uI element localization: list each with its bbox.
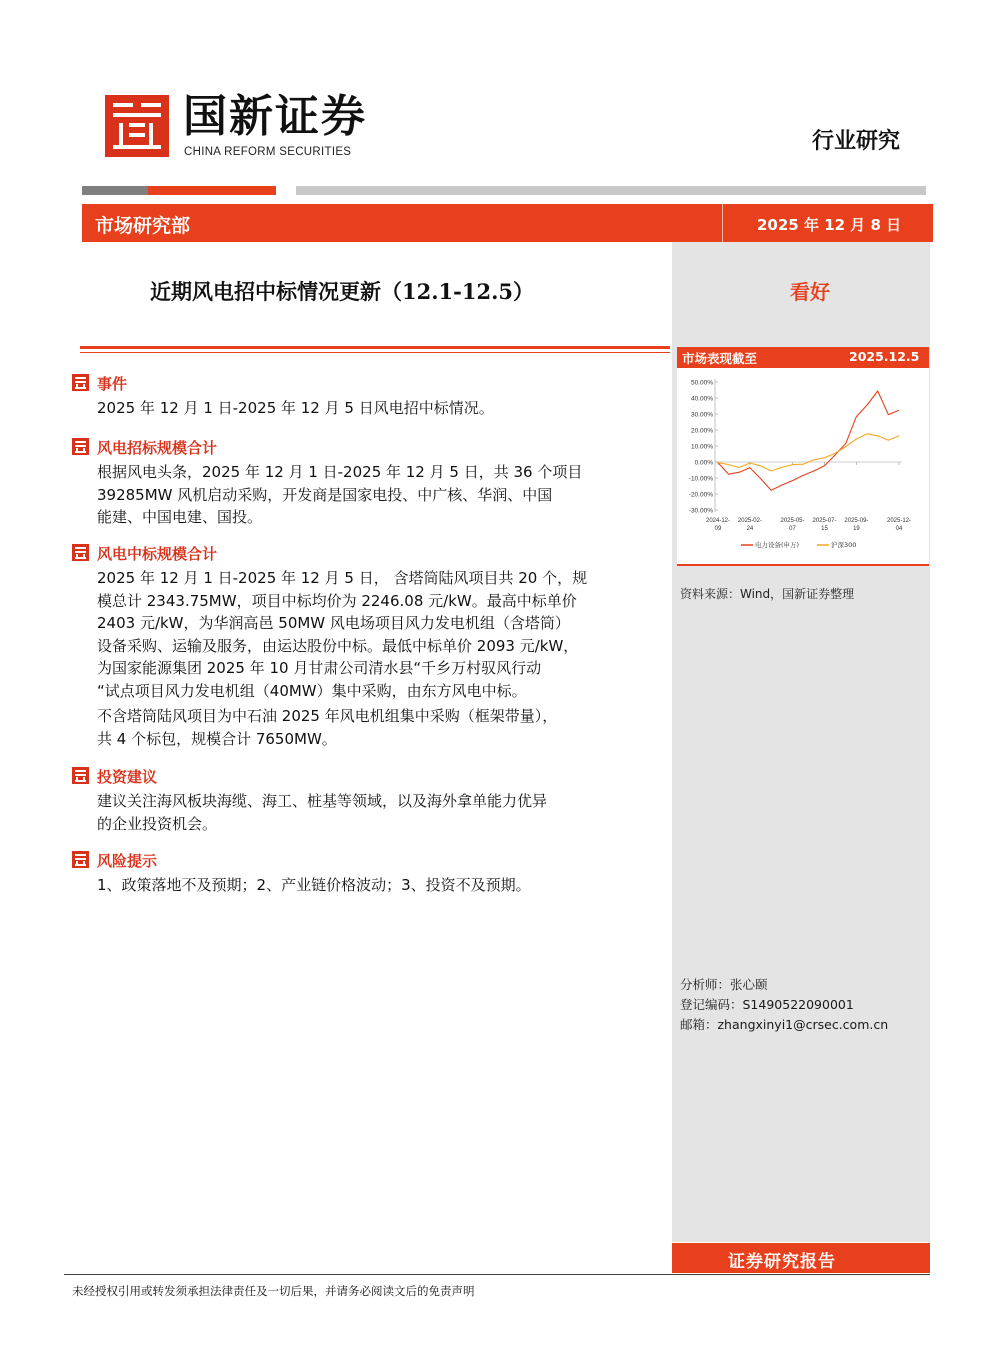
header-bar-red: [148, 186, 276, 195]
title-rule: [80, 346, 670, 349]
section-heading: 投资建议: [97, 768, 158, 786]
section-paragraph: [97, 790, 662, 835]
x-tick-label-day: 09: [714, 526, 722, 532]
y-tick-label: 10.00%: [690, 443, 713, 451]
section-bullet-icon: [72, 374, 89, 391]
logo-english-name: CHINA REFORM SECURITIES: [184, 146, 352, 158]
x-tick-label: 2025-02-: [737, 518, 762, 524]
y-tick-label: -10.00%: [688, 475, 713, 483]
market-chart: [677, 368, 929, 564]
header-bar-gray: [296, 186, 926, 195]
department-separator: [722, 204, 723, 242]
y-tick-label: 20.00%: [690, 427, 713, 435]
paragraph-line: 39285MW 风机启动采购，开发商是国家电投、中广核、华润、中国: [97, 485, 553, 504]
analyst-name: 分析师：张心颐: [680, 977, 768, 992]
x-tick-label-day: 24: [746, 526, 754, 532]
section-bullet-icon: [72, 851, 89, 868]
disclaimer: 未经授权引用或转发须承担法律责任及一切后果，并请务必阅读文后的免责声明: [72, 1284, 475, 1298]
x-tick-label-day: 15: [821, 526, 828, 532]
header-bar-dark: [82, 186, 148, 195]
legend-label: 沪深300: [831, 541, 857, 549]
section-bullet-icon: [72, 767, 89, 784]
paragraph-line: 2403 元/kW，为华润高邑 50MW 风电场项目风力发电机组（含塔筒）: [97, 614, 570, 632]
series-line-0: [718, 391, 899, 490]
report-type: 行业研究: [812, 128, 901, 154]
section-paragraph: [97, 461, 662, 529]
paragraph-line: 能建、中国电建、国投。: [97, 508, 263, 526]
analyst-registration: 登记编码：S1490522090001: [680, 997, 854, 1012]
paragraph-line: 不含塔筒陆风项目为中石油 2025 年风电机组集中采购（框架带量），: [97, 707, 558, 725]
paragraph-line: 建议关注海风板块海缆、海工、桩基等领域，以及海外拿单能力优异: [97, 792, 548, 810]
section-heading: 事件: [97, 375, 128, 393]
paragraph-line: 设备采购、运输及服务，由运达股份中标。最低中标单价 2093 元/kW，: [97, 636, 579, 655]
x-tick-label: 2024-12-: [705, 518, 731, 524]
section-bullet-icon: [72, 438, 89, 455]
report-title: 近期风电招中标情况更新（12.1-12.5）: [150, 279, 535, 304]
analyst-email: 邮箱：zhangxinyi1@crsec.com.cn: [680, 1017, 889, 1032]
title-rule-thin: [80, 352, 670, 353]
y-tick-label: -20.00%: [688, 491, 713, 499]
paragraph-line: 2025 年 12 月 1 日-2025 年 12 月 5 日风电招中标情况。: [97, 399, 494, 417]
section-bullet-icon: [72, 544, 89, 561]
x-tick-label-day: 07: [789, 526, 796, 532]
footer-rule: [64, 1274, 930, 1275]
market-label: 市场表现截至: [682, 351, 758, 366]
paragraph-line: 模总计 2343.75MW，项目中标均价为 2246.08 元/kW。最高中标单价: [97, 591, 577, 610]
market-date: 2025.12.5: [849, 349, 920, 364]
paragraph-line: 为国家能源集团 2025 年 10 月甘肃公司清水县“千乡万村驭风行动: [97, 659, 542, 677]
report-date: 2025 年 12 月 8 日: [757, 216, 902, 234]
legend-label: 电力设备(申万): [755, 541, 800, 549]
section-paragraph: [97, 874, 662, 897]
y-tick-label: 30.00%: [690, 411, 713, 419]
section-heading: 风电中标规模合计: [97, 545, 218, 563]
y-tick-label: 0.00%: [694, 459, 713, 467]
department-name: 市场研究部: [95, 215, 191, 237]
paragraph-line: 1、政策落地不及预期；2、产业链价格波动；3、投资不及预期。: [97, 876, 531, 894]
paragraph-line: 的企业投资机会。: [97, 814, 218, 833]
x-tick-label-day: 19: [853, 526, 860, 532]
footer-label: 证券研究报告: [728, 1252, 836, 1272]
section-heading: 风电招标规模合计: [97, 439, 218, 457]
market-chart-svg: [677, 368, 929, 564]
paragraph-line: 共 4 个标包，规模合计 7650MW。: [97, 729, 337, 748]
section-paragraph: [97, 397, 662, 420]
chart-source: 资料来源：Wind，国新证券整理: [680, 587, 855, 601]
section-paragraph: [97, 705, 662, 750]
section-heading: 风险提示: [97, 852, 158, 870]
chart-bottom-rule: [677, 564, 929, 566]
y-tick-label: 40.00%: [690, 395, 713, 403]
logo-mark-icon: [105, 95, 169, 157]
y-tick-label: -30.00%: [688, 507, 713, 515]
x-tick-label-day: 04: [895, 526, 903, 532]
x-tick-label: 2025-05-: [780, 518, 805, 524]
series-line-1: [718, 434, 899, 471]
paragraph-line: “试点项目风力发电机组（40MW）集中采购，由东方风电中标。: [97, 681, 527, 700]
x-tick-label: 2025-09-: [844, 518, 869, 524]
paragraph-line: 根据风电头条，2025 年 12 月 1 日-2025 年 12 月 5 日，共 36 个项目: [97, 463, 583, 481]
rating: 看好: [790, 280, 830, 304]
paragraph-line: 2025 年 12 月 1 日-2025 年 12 月 5 日， 含塔筒陆风项目共 20 个，规: [97, 569, 588, 587]
logo-name: 国新证券: [183, 91, 367, 142]
y-tick-label: 50.00%: [690, 379, 713, 387]
x-tick-label: 2025-12-: [886, 518, 912, 524]
section-paragraph: [97, 567, 662, 702]
x-tick-label: 2025-07-: [812, 518, 837, 524]
